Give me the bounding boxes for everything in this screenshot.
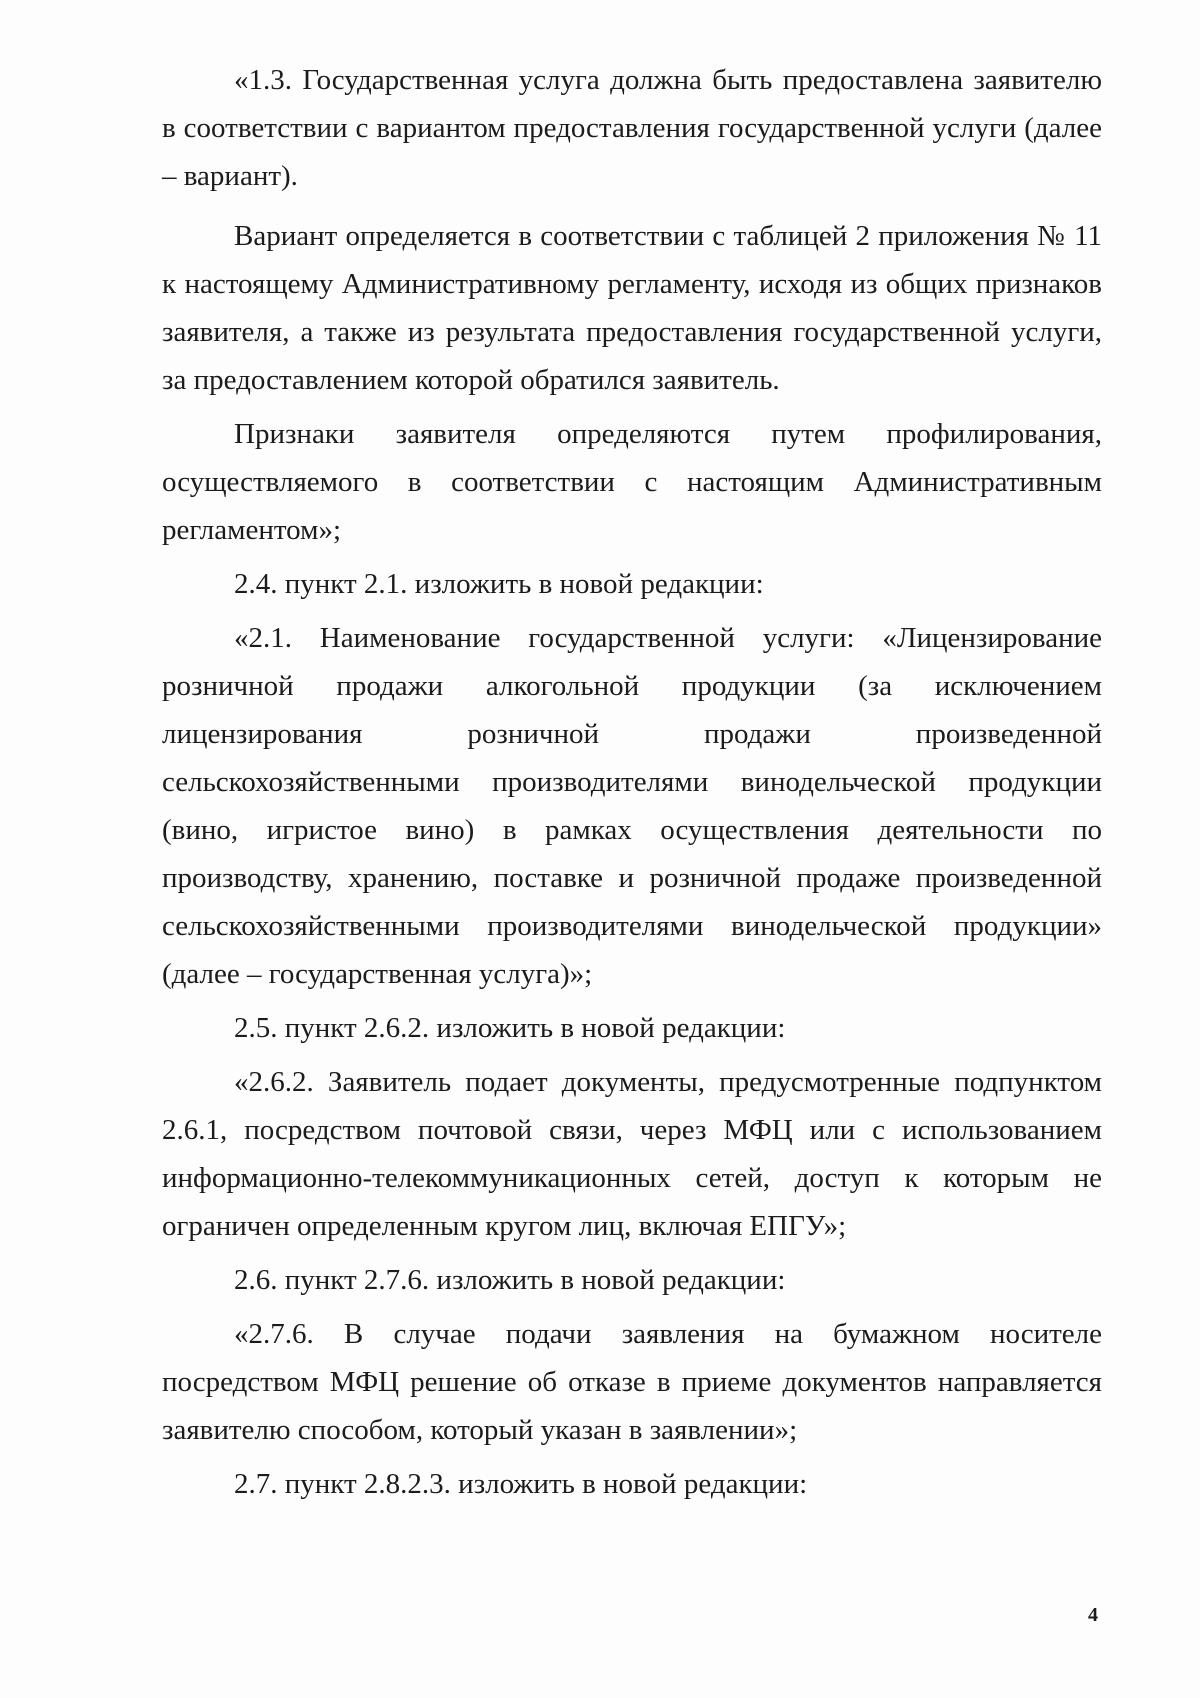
paragraph-2-1-service-name: «2.1. Наименование государственной услуги: «Лицензирование розничной продажи алкогольной продукции (за исключением лицензирования розничной продажи произведенной сельскохозяйственными производителями винодельческой продукции (вино, игристое вино) в рамках осуществления деятельности по производству, хранению, поставке и розничной продаже произведенной сельскохозяйственными производителями винодельческой продукции» (далее – государственная услуга)»; [162,622,1102,990]
paragraph-2-6: 2.6. пункт 2.7.6. изложить в новой редакции: [234,1264,786,1296]
paragraph-2-6-2: «2.6.2. Заявитель подает документы, предусмотренные подпунктом 2.6.1, посредством почтовой связи, через МФЦ или с использованием информационно-телекоммуникационных сетей, доступ к которым не ограничен определенным кругом лиц, включая ЕПГУ»; [162,1066,1102,1242]
paragraph-2-7-6: «2.7.6. В случае подачи заявления на бумажном носителе посредством МФЦ решение об отказе в приеме документов направляется заявителю способом, который указан в заявлении»; [162,1318,1102,1446]
paragraph-applicant-attributes: Признаки заявителя определяются путем профилирования, осуществляемого в соответствии с настоящим Административным регламентом»; [162,418,1102,546]
paragraph-2-4: 2.4. пункт 2.1. изложить в новой редакции: [234,568,764,600]
document-body [162,56,1102,1508]
paragraph-variant-definition: Вариант определяется в соответствии с таблицей 2 приложения № 11 к настоящему Административному регламенту, исходя из общих признаков заявителя, а также из результата предоставления государственной услуги, за предоставлением которой обратился заявитель. [162,220,1102,396]
paragraph-2-5: 2.5. пункт 2.6.2. изложить в новой редакции: [234,1012,786,1044]
paragraph-2-7: 2.7. пункт 2.8.2.3. изложить в новой редакции: [234,1468,808,1500]
page-number: 4 [1088,1604,1098,1626]
paragraph-1-3: «1.3. Государственная услуга должна быть предоставлена заявителю в соответствии с вариантом предоставления государственной услуги (далее – вариант). [162,64,1102,192]
